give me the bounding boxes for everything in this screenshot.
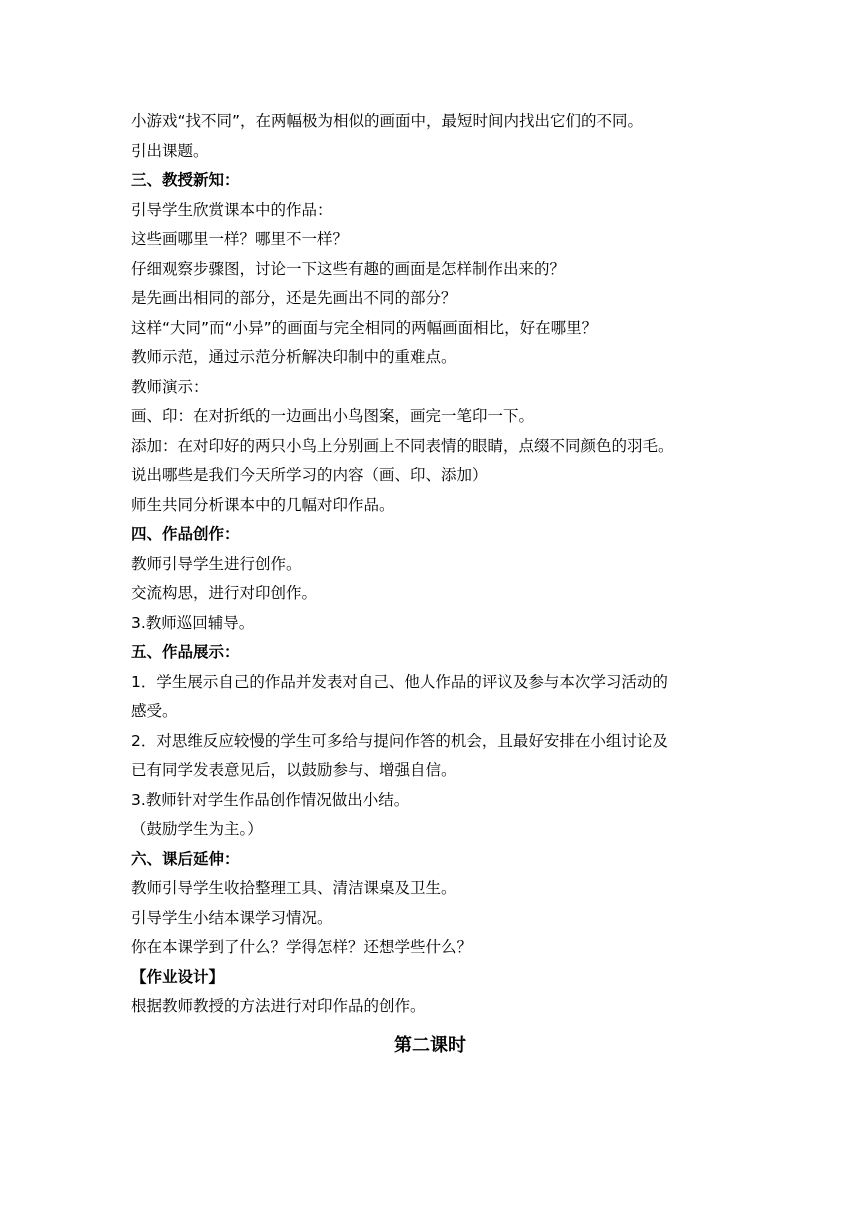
text-line: 2．对思维反应较慢的学生可多给与提问作答的机会，且最好安排在小组讨论及 (131, 731, 668, 750)
text-line: 教师示范，通过示范分析解决印制中的重难点。 (131, 348, 457, 366)
text-line: 1．学生展示自己的作品并发表对自己、他人作品的评议及参与本次学习活动的 (131, 672, 668, 691)
text-line: 这样“大同”而“小异”的画面与完全相同的两幅画面相比，好在哪里？ (131, 318, 598, 337)
text-line: 引导学生欣赏课本中的作品： (131, 200, 333, 219)
text-line: 师生共同分析课本中的几幅对印作品。 (131, 495, 395, 514)
text-line: 说出哪些是我们今天所学习的内容（画、印、添加） (131, 466, 488, 484)
text-line: 3.教师针对学生作品创作情况做出小结。 (131, 790, 410, 809)
text-line: 引导学生小结本课学习情况。 (131, 908, 333, 927)
text-line: 引出课题。 (131, 141, 209, 160)
section-heading: 六、课后延伸： (131, 849, 240, 868)
text-line: 仔细观察步骤图，讨论一下这些有趣的画面是怎样制作出来的？ (131, 259, 566, 278)
lesson-title: 第二课时 (394, 1035, 466, 1056)
text-line: 你在本课学到了什么？学得怎样？还想学些什么？ (131, 938, 473, 956)
text-line: 教师引导学生收拾整理工具、清洁课桌及卫生。 (131, 879, 457, 897)
section-heading: 三、教授新知： (131, 171, 240, 189)
text-line: 根据教师教授的方法进行对印作品的创作。 (131, 997, 426, 1015)
text-line: 感受。 (131, 702, 178, 720)
text-line: 画、印：在对折纸的一边画出小鸟图案，画完一笔印一下。 (131, 407, 535, 425)
text-line: 已有同学发表意见后，以鼓励参与、增强自信。 (131, 761, 457, 779)
text-line: 添加：在对印好的两只小鸟上分别画上不同表情的眼睛，点缀不同颜色的羽毛。 (131, 436, 674, 455)
text-line: （鼓励学生为主。） (131, 820, 263, 838)
text-line: 是先画出相同的部分，还是先画出不同的部分？ (131, 289, 457, 307)
section-heading: 四、作品创作： (131, 525, 240, 543)
text-line: 3.教师巡回辅导。 (131, 613, 255, 632)
homework-heading: 【作业设计】 (131, 967, 225, 986)
text-line: 小游戏“找不同”，在两幅极为相似的画面中，最短时间内找出它们的不同。 (131, 112, 644, 130)
section-heading: 五、作品展示： (131, 643, 240, 661)
document-body (131, 107, 741, 1022)
text-line: 教师演示： (131, 377, 209, 396)
text-line: 这些画哪里一样？哪里不一样？ (131, 230, 349, 248)
text-line: 交流构思，进行对印创作。 (131, 584, 318, 602)
text-line: 教师引导学生进行创作。 (131, 554, 302, 573)
